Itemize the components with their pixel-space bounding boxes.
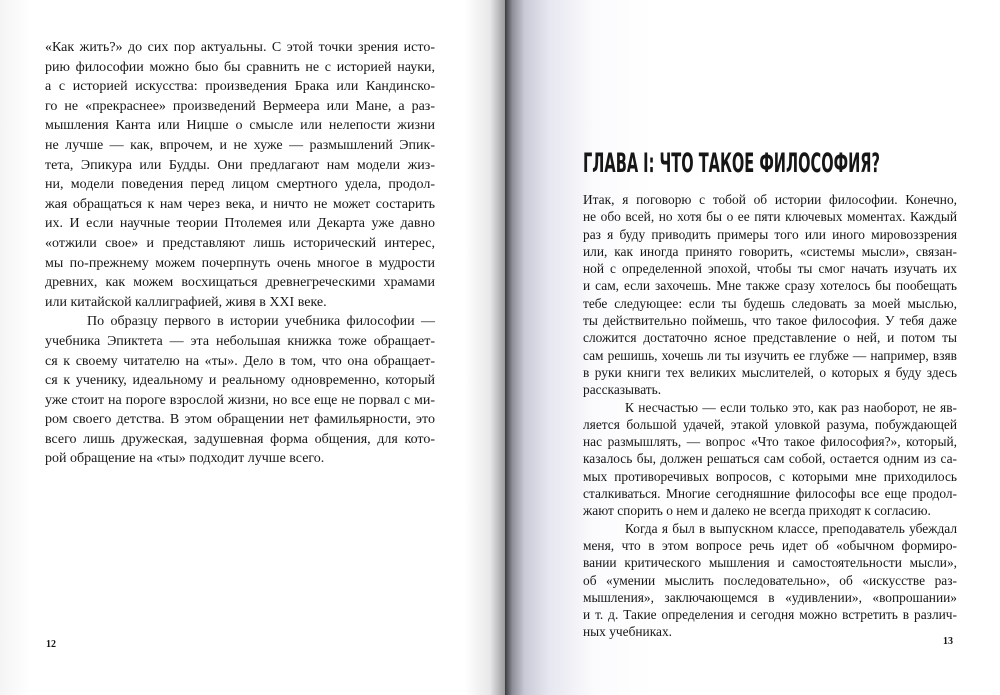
text-line: мышления Канта или Ницше о смысле или нелепости жизни <box>45 118 435 134</box>
text-line: ни, модели поведения перед лицом смертного удела, продол- <box>45 177 435 193</box>
text-line: жая обращаться к нам через века, и ничто не может состарить <box>45 196 435 212</box>
text-line: мы по-прежнему можем почерпнуть очень многое в мудрости <box>45 255 435 271</box>
page-number-right: 13 <box>943 636 953 647</box>
text-line: или, как иногда принято говорить, «системы мысли», связан- <box>583 243 957 259</box>
paragraph <box>45 38 435 312</box>
text-line: и сам, если захочешь. Мне также сразу хотелось бы пообещать <box>583 278 957 294</box>
text-line: ты действительно поймешь, что такое философия. У тебя даже <box>583 313 957 329</box>
text-line: ся к своему читателю на «ты». Дело в том, что она обращает- <box>45 353 435 369</box>
text-line: их. И если научные теории Птолемея или Декарта уже давно <box>45 216 435 232</box>
paragraph <box>583 520 957 641</box>
text-line: По образцу первого в истории учебника философии — <box>87 314 435 330</box>
text-line: ром своего детства. В этом обращении нет фамильярности, это <box>45 412 435 428</box>
text-line: К несчастью — если только это, как раз наоборот, не яв- <box>625 399 957 415</box>
text-line: сталкиваться. Многие сегодняшние философы все еще продол- <box>583 486 957 502</box>
text-line: сам решишь, хочешь ли ты изучить ее глубже — например, взяв <box>583 347 957 363</box>
text-line: в руки книги тех великих мыслителей, о которых я буду здесь <box>583 364 957 380</box>
text-line: ной с определенной эпохой, чтобы ты смог начать изучать их <box>583 261 957 277</box>
text-line: мых противоречивых вопросов, с которыми мне приходилось <box>583 468 957 484</box>
text-line: не лучше — как, впрочем, и не хуже — размышлений Эпик- <box>45 137 435 153</box>
text-line: вании критического мышления и самостоятельности мысли», <box>583 555 957 571</box>
text-line: казалось бы, должен решаться сам собой, остается одним из са- <box>583 451 957 467</box>
page-number-left: 12 <box>46 639 56 650</box>
paragraph <box>583 399 957 520</box>
text-line: сложится достаточно ясное представление о ней, и потом ты <box>583 330 957 346</box>
text-line: тебе следующее: если ты будешь следовать за моей мыслью, <box>583 295 957 311</box>
text-line: Итак, я поговорю с тобой об истории философии. Конечно, <box>583 192 957 207</box>
left-page-body <box>45 38 435 469</box>
text-line: всего лишь дружеская, задушевная форма общения, для кото- <box>45 431 435 447</box>
text-line: об «умении мыслить последовательно», об «искусстве раз- <box>583 572 957 588</box>
text-line: или китайской каллиграфией, живя в XXI веке. <box>45 294 327 310</box>
text-line: «Как жить?» до сих пор актуальны. С этой точки зрения исто- <box>45 40 435 55</box>
text-line: меня, что в этом вопросе речь идет об «обычном формиро- <box>583 537 957 553</box>
right-page-body <box>583 191 957 641</box>
text-line: ся к ученику, идеальному и реальному одновременно, который <box>45 373 435 389</box>
text-line: го не «прекраснее» произведений Вермеера или Мане, а раз- <box>45 98 435 114</box>
text-line: учебника Эпиктета — эта небольшая книжка тоже обращает- <box>45 333 435 349</box>
text-line: «отжили свое» и представляют лишь исторический интерес, <box>45 235 435 251</box>
right-page <box>505 0 1000 695</box>
text-line: рой обращение на «ты» подходит лучше всего. <box>45 451 325 467</box>
chapter-title <box>583 146 883 178</box>
text-line: мышления», заключающемся в «удивлении», «вопрошании» <box>583 589 957 605</box>
text-line: рию философии можно быо бы сравнить не с историей науки, <box>45 59 435 75</box>
paragraph <box>583 191 957 399</box>
text-line: ных учебниках. <box>583 624 673 640</box>
text-line: раз я буду приводить примеры того или иного мировоззрения <box>583 226 957 242</box>
text-line: рассказывать. <box>583 382 662 398</box>
paragraph <box>45 312 435 469</box>
chapter-title-text: ГЛАВА I: ЧТО ТАКОЕ ФИЛОСОФИЯ? <box>583 148 880 178</box>
text-line: а с историей искусства: произведения Брака или Кандинско- <box>45 79 435 95</box>
text-line: жают спорить о нем и далеко не всегда приходят к согласию. <box>583 503 931 519</box>
text-line: нас размышлять, — вопрос «Что такое философия?», который, <box>583 434 957 450</box>
text-line: ляется большой удачей, этакой уловкой разума, побуждающей <box>583 416 957 432</box>
text-line: тета, Эпикура или Будды. Они предлагают нам модели жиз- <box>45 157 435 173</box>
text-line: древних, как можем восхищаться древнегреческими храмами <box>45 275 435 291</box>
text-line: Когда я был в выпускном классе, преподаватель убеждал <box>625 520 957 536</box>
text-line: уже стоит на пороге взрослой жизни, но все еще не порвал с ми- <box>45 392 435 408</box>
text-line: не обо всей, но хотя бы о ее пяти ключевых моментах. Каждый <box>583 209 957 225</box>
text-line: и т. д. Такие определения и сегодня можно встретить в различ- <box>583 607 957 623</box>
